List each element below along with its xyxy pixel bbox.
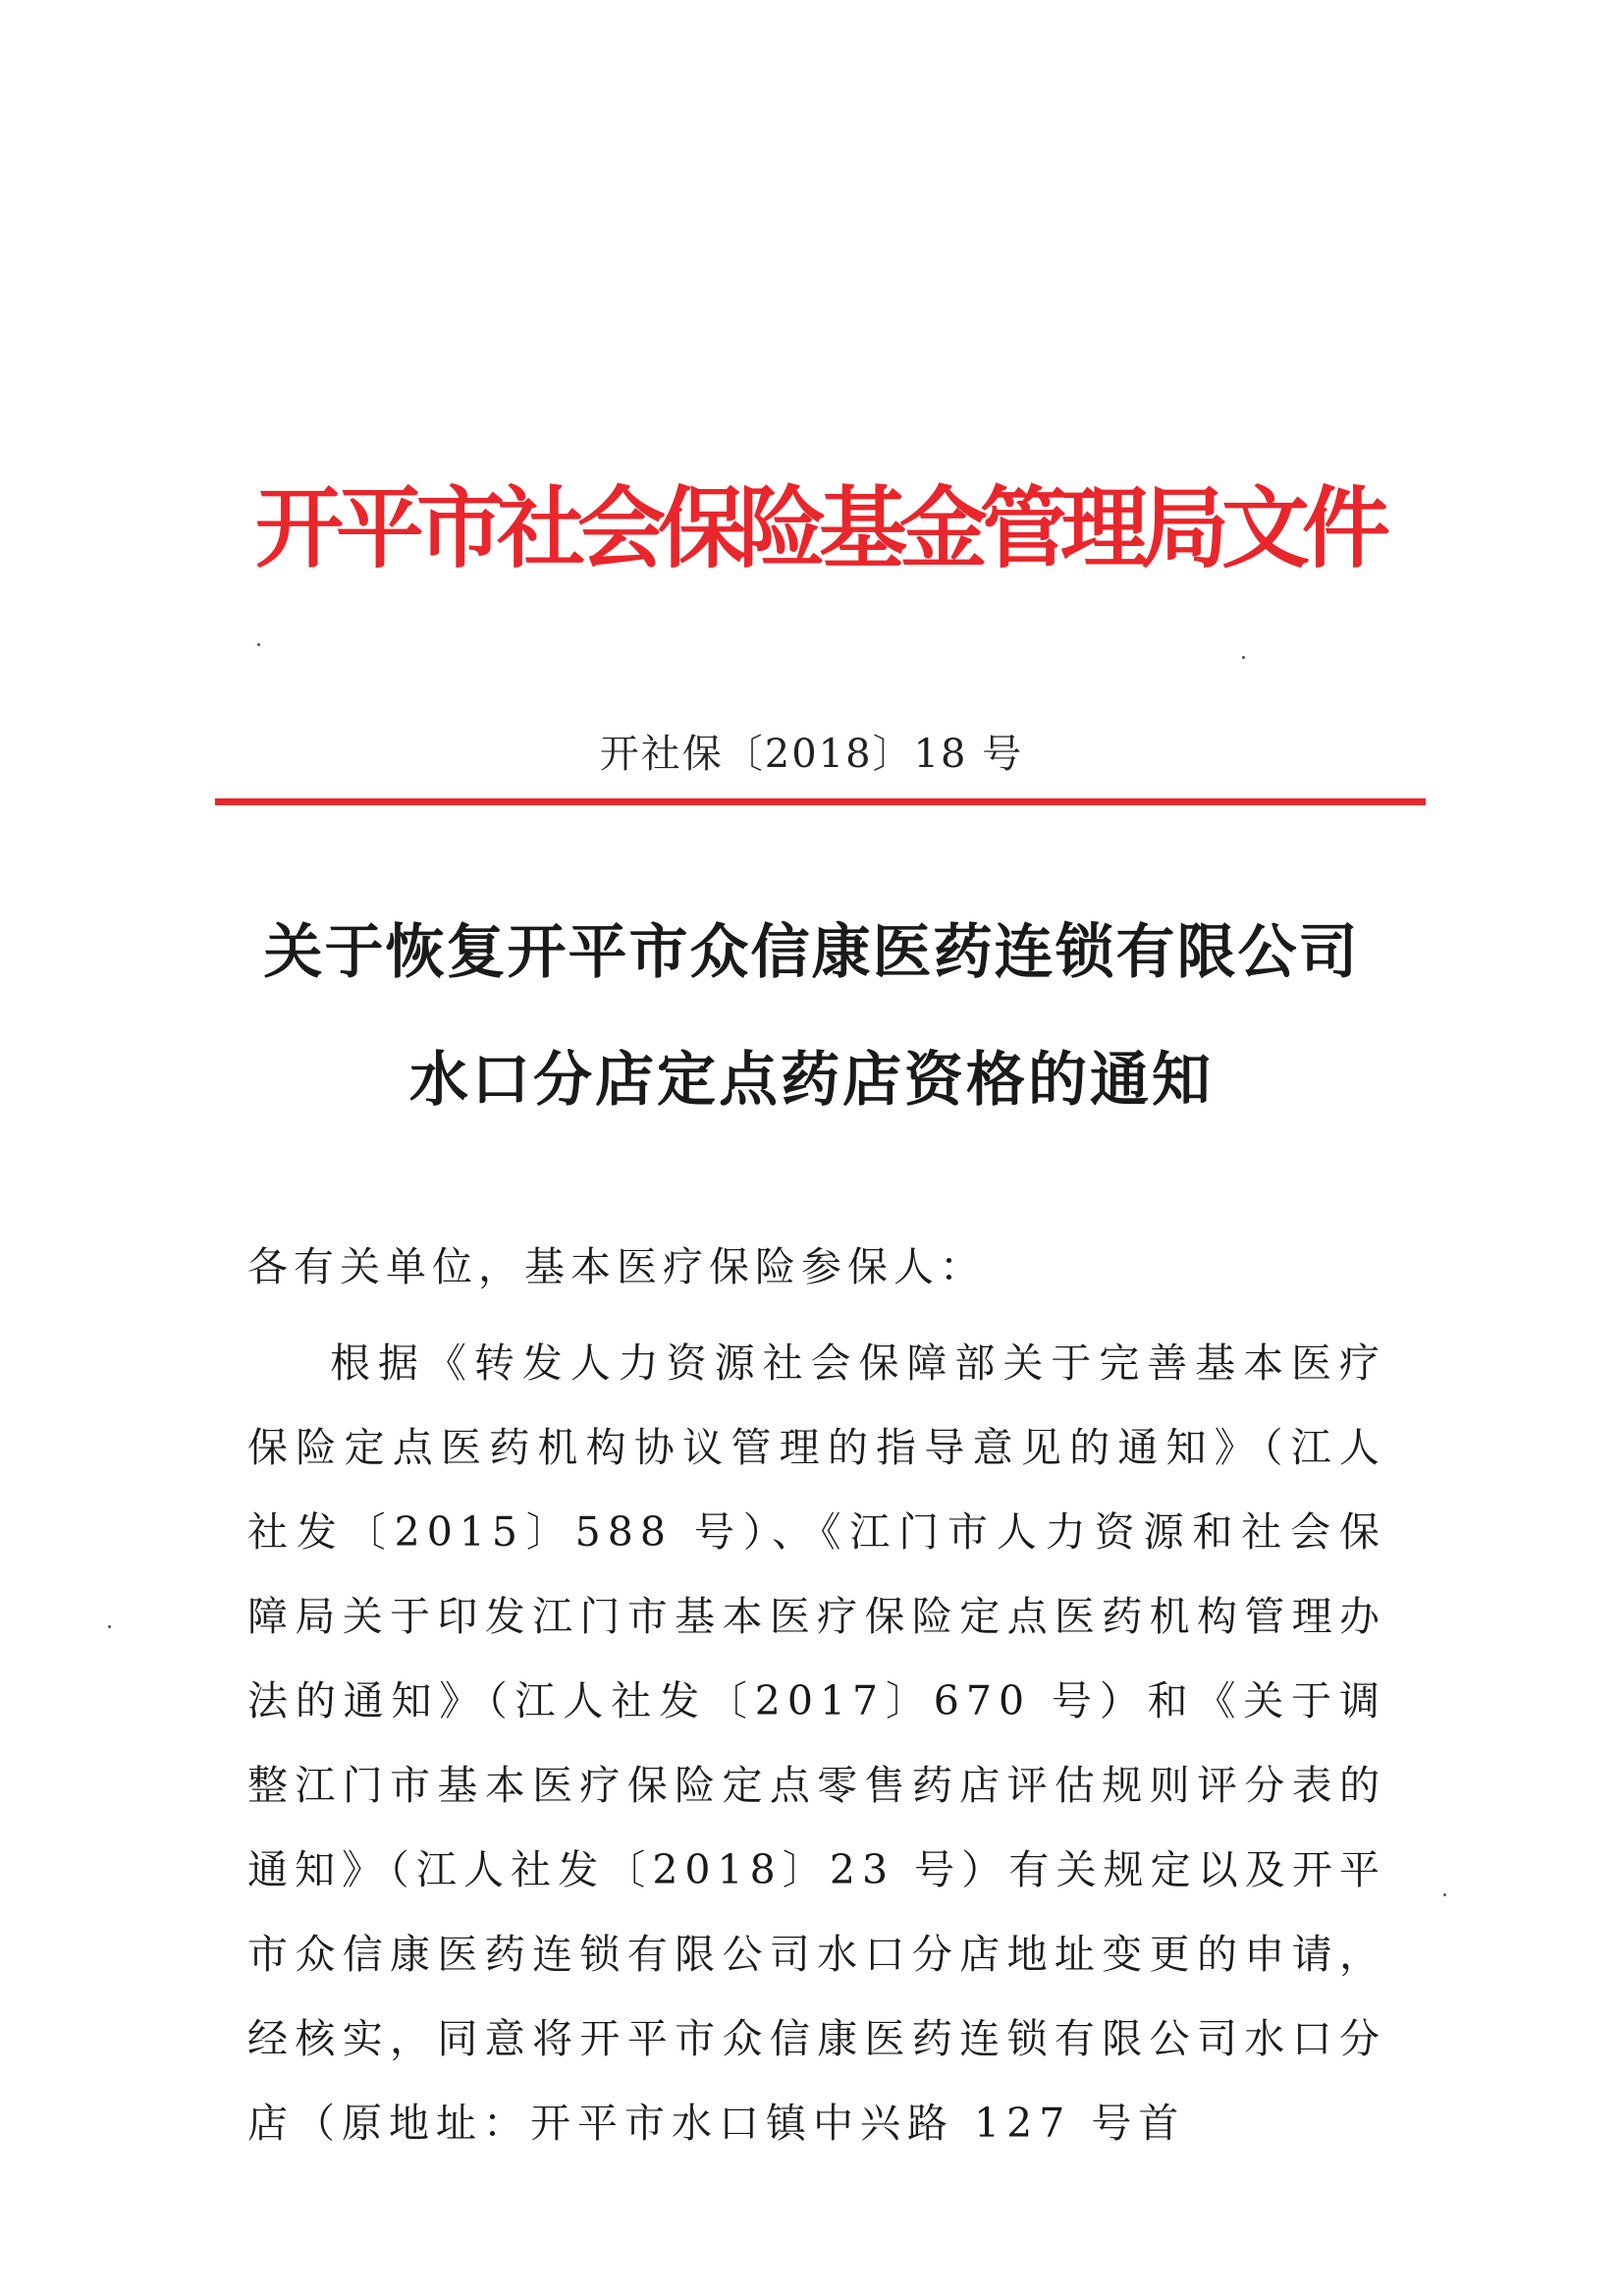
scan-speck bbox=[1242, 656, 1245, 659]
scan-speck bbox=[257, 643, 260, 646]
body-paragraph: 根据《转发人力资源社会保障部关于完善基本医疗保险定点医药机构协议管理的指导意见的通知》（江人社发〔2015〕588 号）、《江门市人力资源和社会保障局关于印发江门市基本医疗保险定点医药机构管理办法的通知》（江人社发〔2017〕670 号）和《关于调整江门市基本医疗保险定点零售药店评估规则评分表的通知》（江人社发〔2018〕23 号）有关规定以及开平市众信康医药连锁有限公司水口分店地址变更的申请，经核实，同意将开平市众信康医药连锁有限公司水口分店（原地址：开平市水口镇中兴路 127 号首 bbox=[247, 1339, 1386, 2147]
scan-speck bbox=[1443, 1893, 1446, 1896]
notice-title-line-2: 水口分店定点药店资格的通知 bbox=[409, 1046, 1214, 1115]
scan-speck bbox=[108, 1625, 111, 1628]
document-number: 开社保〔2018〕18 号 bbox=[599, 732, 1024, 777]
letterhead-red-rule bbox=[215, 798, 1426, 805]
agency-letterhead-title: 开平市社会保险基金管理局文件 bbox=[255, 476, 1382, 580]
salutation: 各有关单位，基本医疗保险参保人： bbox=[247, 1243, 986, 1290]
notice-title-line-1: 关于恢复开平市众信康医药连锁有限公司 bbox=[263, 918, 1360, 987]
